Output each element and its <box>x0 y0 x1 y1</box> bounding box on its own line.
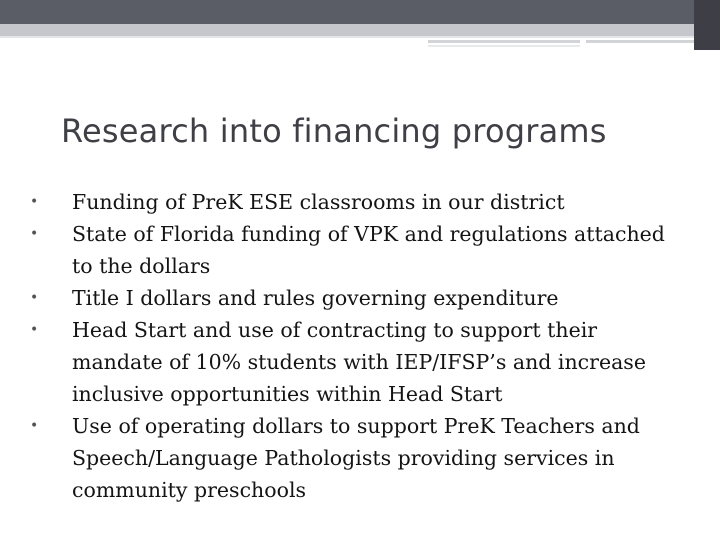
bullet-icon: • <box>30 226 39 242</box>
bullet-item <box>30 314 690 410</box>
bullet-icon: • <box>30 418 39 434</box>
bullet-text: Title I dollars and rules governing expenditure <box>72 286 559 310</box>
header-divider <box>0 36 720 38</box>
bullet-text: Use of operating dollars to support PreK Teachers and Speech/Language Pathologists providing services in community preschools <box>72 414 640 502</box>
bullet-icon: • <box>30 194 39 210</box>
bullet-text: Head Start and use of contracting to support their mandate of 10% students with IEP/IFSP’s and increase inclusive opportunities within Head Start <box>72 318 646 406</box>
header-corner-block <box>694 0 720 50</box>
bullet-item <box>30 282 690 314</box>
slide-title: Research into financing programs <box>61 112 607 150</box>
bullet-list <box>30 186 690 506</box>
header-accent-line <box>428 40 580 43</box>
header-bar <box>0 0 720 24</box>
bullet-text: State of Florida funding of VPK and regulations attached to the dollars <box>72 222 665 278</box>
bullet-icon: • <box>30 322 39 338</box>
header-stripe <box>0 24 720 36</box>
bullet-item <box>30 186 690 218</box>
header-accent-line <box>428 45 580 47</box>
bullet-icon: • <box>30 290 39 306</box>
bullet-text: Funding of PreK ESE classrooms in our district <box>72 190 565 214</box>
bullet-item <box>30 410 690 506</box>
bullet-item <box>30 218 690 282</box>
